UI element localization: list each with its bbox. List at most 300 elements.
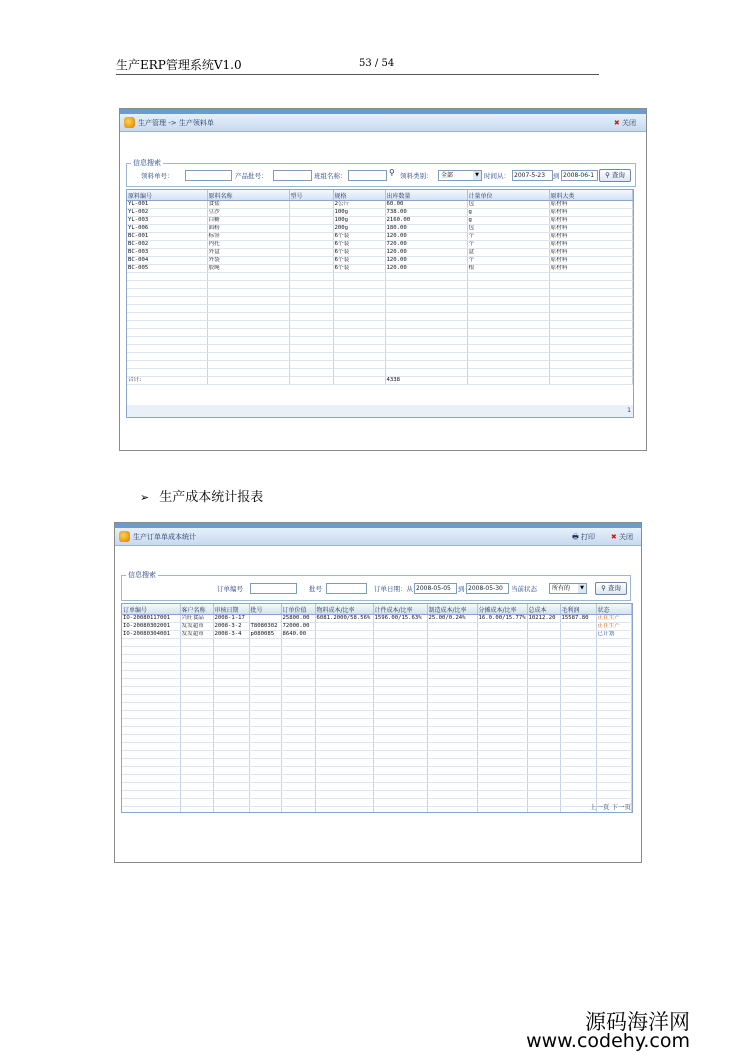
table-cell: 外袋 [207,257,289,265]
watermark-line1: 源码海洋网 [585,1010,690,1034]
table-cell [560,743,596,751]
table-cell: 根 [467,265,549,273]
date-to-input[interactable]: 2008-05-30 [466,583,509,594]
table-cell [180,695,213,703]
table-cell [427,783,477,791]
table-cell [385,321,467,329]
table-cell [560,663,596,671]
page-number: 53 / 54 [359,58,395,69]
table-row [122,767,632,775]
column-header[interactable]: 计件成本/比率 [373,604,427,615]
table-cell [180,743,213,751]
table-cell [180,647,213,655]
table-cell: 标签 [207,233,289,241]
table-cell [560,735,596,743]
table-cell [315,695,373,703]
table-cell: 个 [467,241,549,249]
table-cell: BC-005 [127,265,207,273]
table-cell: 包 [467,201,549,209]
table-cell [207,313,289,321]
table-cell [207,281,289,289]
table-cell [527,791,560,799]
table-cell [213,719,249,727]
table-cell: 豆沙 [207,209,289,217]
table-row [127,281,633,289]
table-cell [122,679,180,687]
column-header[interactable]: 分摊成本/比率 [477,604,527,615]
table-cell [213,671,249,679]
table-cell [281,663,315,671]
table-cell [127,361,207,369]
table-cell: 2008-1-17 [213,615,249,623]
table-cell [560,791,596,799]
requisition-table [126,189,634,407]
table-cell [333,337,385,345]
table-cell [467,369,549,377]
table-cell [427,671,477,679]
table-row[interactable] [127,209,633,217]
column-header[interactable]: 计量单位 [467,190,549,201]
table-cell: g [467,217,549,225]
table-cell [427,727,477,735]
table-cell [549,369,633,377]
table-cell [127,297,207,305]
table-cell [596,671,632,679]
table-cell [427,767,477,775]
table-cell [560,767,596,775]
table-cell [213,655,249,663]
table-cell [180,727,213,735]
table-cell [549,361,633,369]
table-row[interactable] [127,257,633,265]
column-header[interactable]: 原料大类 [549,190,633,201]
table-cell [122,671,180,679]
table-cell: BC-002 [127,241,207,249]
batch-input[interactable] [326,583,367,594]
table-cell [249,751,281,759]
table-row [122,671,632,679]
team-name-input[interactable] [348,170,387,181]
table-cell [127,289,207,297]
table-row[interactable] [122,631,632,639]
table-cell [289,337,333,345]
close-button[interactable]: ✖ 关闭 [610,533,633,541]
title-bar [115,527,641,546]
table-cell [333,353,385,361]
table-cell: 100g [333,209,385,217]
table-cell [281,735,315,743]
table-cell [385,345,467,353]
pager [590,802,631,811]
table-cell [527,703,560,711]
table-cell [281,671,315,679]
query-button[interactable]: ⚲ 查询 [595,582,627,595]
table-cell [596,791,632,799]
table-cell [527,695,560,703]
table-cell [596,663,632,671]
table-cell: 2008-3-4 [213,631,249,639]
table-cell: 正在生产 [596,623,632,631]
table-cell [249,719,281,727]
table-cell [213,751,249,759]
table-row [127,321,633,329]
table-cell [560,775,596,783]
time-from-input[interactable]: 2007-5-23 [512,170,553,181]
column-header[interactable]: 毛利润 [560,604,596,615]
table-cell [596,735,632,743]
table-cell [315,687,373,695]
time-to-input[interactable]: 2008-06-1 [561,170,598,181]
table-cell [289,201,333,209]
table-cell: 6081.2000/58.56% [315,615,373,623]
table-cell [373,687,427,695]
table-row[interactable] [127,225,633,233]
table-cell [213,807,249,814]
table-cell [427,711,477,719]
table-cell: 原材料 [549,257,633,265]
table-cell [427,751,477,759]
table-cell [180,655,213,663]
table-cell [289,297,333,305]
table-cell [213,783,249,791]
section-title: ➢ 生产成本统计报表 [140,490,264,505]
table-cell [373,799,427,807]
table-cell: 食盐 [207,201,289,209]
table-cell [477,623,527,631]
table-cell [207,337,289,345]
pager-bar [126,405,634,418]
table-cell [477,783,527,791]
product-batch-input[interactable] [273,170,312,181]
table-cell [596,767,632,775]
table-cell [373,767,427,775]
table-cell [315,623,373,631]
table-cell [477,759,527,767]
order-no-input[interactable] [250,583,297,594]
table-cell [560,703,596,711]
date-from-input[interactable]: 2008-05-05 [414,583,457,594]
table-cell [373,695,427,703]
table-cell: BC-004 [127,257,207,265]
table-cell [249,679,281,687]
table-cell [467,329,549,337]
table-cell [427,775,477,783]
column-header[interactable]: 审核日期 [213,604,249,615]
table-row[interactable] [127,241,633,249]
table-cell [180,791,213,799]
table-cell [122,655,180,663]
table-row [122,775,632,783]
table-cell [127,337,207,345]
table-cell [122,719,180,727]
table-cell [477,735,527,743]
table-cell [560,623,596,631]
table-cell [289,217,333,225]
table-cell [315,703,373,711]
table-cell [315,783,373,791]
next-page-link[interactable]: 下一页 [611,803,631,811]
table-cell [180,767,213,775]
table-cell [560,711,596,719]
table-cell [477,631,527,639]
table-cell [281,791,315,799]
table-cell [281,687,315,695]
column-header[interactable]: 原料编号 [127,190,207,201]
table-cell: 个 [467,257,549,265]
table-cell [527,719,560,727]
table-cell [527,727,560,735]
table-cell [477,671,527,679]
table-cell [333,305,385,313]
table-cell [249,727,281,735]
table-cell: 面粉 [207,225,289,233]
table-cell [333,361,385,369]
table-cell [249,711,281,719]
table-cell: 胶绳 [207,265,289,273]
table-cell [315,743,373,751]
table-cell [596,679,632,687]
table-cell [281,639,315,647]
table-cell [549,289,633,297]
table-cell: 10212.20 [527,615,560,623]
table-cell [249,663,281,671]
table-cell [527,671,560,679]
table-cell [477,687,527,695]
table-cell [427,695,477,703]
column-header[interactable]: 订单价值 [281,604,315,615]
table-cell [127,353,207,361]
column-header[interactable]: 物料成本/比率 [315,604,373,615]
table-cell [213,727,249,735]
table-cell [122,695,180,703]
column-header[interactable]: 规格 [333,190,385,201]
table-cell [315,759,373,767]
column-header[interactable]: 总成本 [527,604,560,615]
pick-type-select[interactable]: 全部 ▼ [438,170,482,181]
search-icon[interactable]: ⚲ [389,168,395,177]
table-cell [467,353,549,361]
table-cell [289,321,333,329]
table-row [122,647,632,655]
table-cell [122,783,180,791]
table-cell [467,337,549,345]
column-header[interactable]: 制造成本/比率 [427,604,477,615]
table-cell [560,655,596,663]
table-cell: 原材料 [549,233,633,241]
table-cell [333,273,385,281]
column-header[interactable]: 订单编号 [122,604,180,615]
table-row[interactable] [127,201,633,209]
table-cell [315,679,373,687]
table-cell [373,735,427,743]
table-row [122,679,632,687]
table-cell [127,329,207,337]
close-icon: ✖ [613,119,620,127]
table-cell [527,631,560,639]
table-cell [596,751,632,759]
table-cell [477,655,527,663]
table-cell [467,273,549,281]
table-cell [315,799,373,807]
table-cell [527,807,560,814]
table-cell: 8640.00 [281,631,315,639]
table-cell [373,719,427,727]
table-cell [477,679,527,687]
table-cell [289,361,333,369]
table-row[interactable] [122,623,632,631]
table-cell [477,703,527,711]
table-cell [315,647,373,655]
table-cell [427,687,477,695]
table-cell [467,281,549,289]
table-cell [527,711,560,719]
pick-no-input[interactable] [185,170,232,181]
table-row [122,719,632,727]
table-row [127,313,633,321]
table-cell [596,639,632,647]
table-cell [373,775,427,783]
table-cell [596,695,632,703]
table-cell [180,711,213,719]
table-cell [281,703,315,711]
table-cell [213,687,249,695]
table-cell [477,647,527,655]
table-cell [477,663,527,671]
table-cell [213,695,249,703]
table-cell [122,767,180,775]
table-cell [333,345,385,353]
total-label: 合计: [127,377,207,385]
print-button[interactable]: 🖶 打印 [572,533,595,541]
table-cell [122,759,180,767]
column-header[interactable]: 型号 [289,190,333,201]
page-indicator[interactable]: 1 [627,407,631,414]
table-cell [373,647,427,655]
arrow-bullet-icon: ➢ [140,491,150,504]
table-cell [333,321,385,329]
table-row[interactable] [127,249,633,257]
table-cell [477,791,527,799]
table-cell [207,361,289,369]
table-cell [373,783,427,791]
table-cell [249,767,281,775]
table-cell [373,671,427,679]
search-panel [126,159,636,187]
table-cell: 738.00 [385,209,467,217]
table-cell: 原材料 [549,209,633,217]
table-cell [427,655,477,663]
table-cell [333,369,385,377]
column-header[interactable]: 状态 [596,604,632,615]
column-header[interactable]: 批号 [249,604,281,615]
table-cell [373,631,427,639]
column-header[interactable]: 客户名称 [180,604,213,615]
table-cell [560,719,596,727]
table-cell: 25.00/0.24% [427,615,477,623]
table-cell [373,759,427,767]
table-row[interactable] [127,233,633,241]
column-header[interactable]: 原料名称 [207,190,289,201]
table-cell: 盒 [467,249,549,257]
table-cell [127,313,207,321]
table-cell [527,679,560,687]
table-cell [560,783,596,791]
table-cell [249,703,281,711]
table-cell [289,265,333,273]
table-row [127,353,633,361]
table-row[interactable] [127,217,633,225]
table-row [127,329,633,337]
table-cell [249,807,281,814]
table-cell: BC-001 [127,233,207,241]
table-cell [213,799,249,807]
table-cell [127,305,207,313]
table-row [122,791,632,799]
table-cell [281,807,315,814]
table-cell [249,775,281,783]
table-cell [527,767,560,775]
table-cell [213,703,249,711]
table-cell [180,735,213,743]
table-cell [477,775,527,783]
table-cell [122,663,180,671]
time-from-label: 时间从： [484,172,510,180]
table-cell: 已计划 [596,631,632,639]
table-cell [549,313,633,321]
table-cell [180,719,213,727]
table-row[interactable] [127,265,633,273]
table-cell [560,671,596,679]
table-cell [549,321,633,329]
top-accent-bar [120,109,646,114]
table-cell [477,639,527,647]
table-cell [281,695,315,703]
table-cell: 2公斤 [333,201,385,209]
table-cell: 6个装 [333,241,385,249]
table-cell [289,313,333,321]
table-cell [249,799,281,807]
table-cell [385,369,467,377]
status-select[interactable]: 所有的 ▼ [549,583,587,594]
pick-type-label: 领料类别： [400,172,433,180]
table-cell: 2008-3-2 [213,623,249,631]
table-cell [385,281,467,289]
table-cell [527,799,560,807]
close-button[interactable]: ✖ 关闭 [613,119,636,127]
table-cell [122,743,180,751]
query-button[interactable]: ⚲ 查询 [599,169,631,182]
table-cell [560,639,596,647]
search-legend: 信息搜索 [133,159,161,167]
table-cell [527,655,560,663]
table-cell [527,687,560,695]
table-cell [560,687,596,695]
table-cell: 正在生产 [596,615,632,623]
printer-icon: 🖶 [572,533,579,541]
table-cell [315,807,373,814]
table-cell [289,225,333,233]
column-header[interactable]: 出库数量 [385,190,467,201]
table-cell: 包 [467,225,549,233]
prev-page-link[interactable]: 上一页 [589,803,610,811]
table-row [122,687,632,695]
table-cell: 120.00 [385,257,467,265]
table-cell [527,743,560,751]
table-cell: YL-003 [127,217,207,225]
table-row[interactable] [122,615,632,623]
table-cell [180,671,213,679]
table-cell [249,743,281,751]
